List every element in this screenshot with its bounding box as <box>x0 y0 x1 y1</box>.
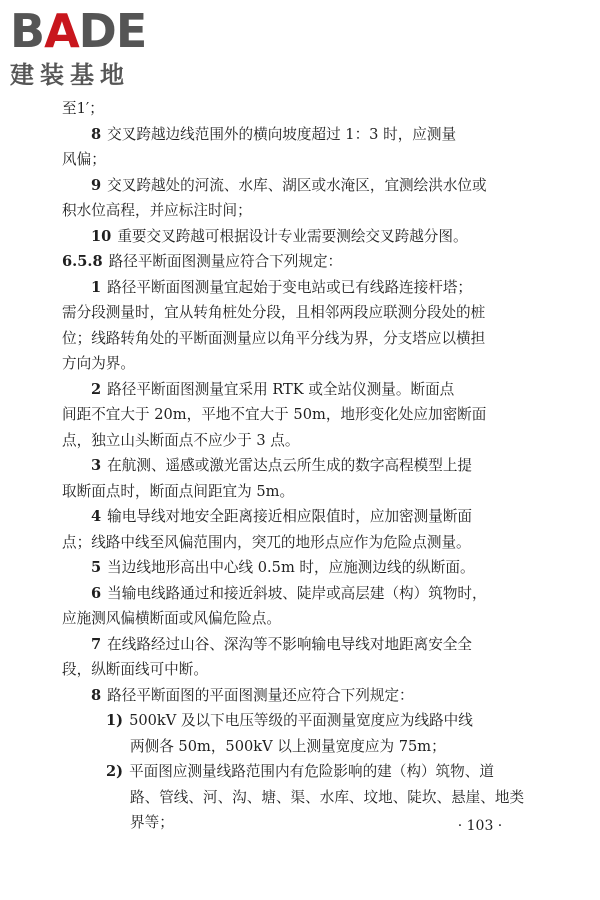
item-number: 8 <box>91 125 102 143</box>
item-number: 5 <box>91 559 102 576</box>
item-number: 6 <box>91 584 102 602</box>
logo-letters-end: DE <box>78 4 147 58</box>
logo-wordmark <box>10 4 180 58</box>
text-line <box>62 504 538 530</box>
line-text: 输电导线对地安全距离接近相应限值时，应加密测量断面 <box>107 508 473 525</box>
line-text: 路、管线、河、沟、塘、渠、水库、坟地、陡坎、悬崖、地类 <box>130 788 525 806</box>
text-line <box>62 453 538 479</box>
text-line <box>62 224 538 250</box>
line-text: 当输电线路通过和接近斜坡、陡岸或高层建（构）筑物时， <box>107 584 487 602</box>
text-line <box>62 198 538 224</box>
text-line <box>62 606 538 632</box>
page-number: · 103 · <box>457 818 503 834</box>
site-logo <box>10 4 180 90</box>
line-text: 500kV 及以下电压等级的平面测量宽度应为线路中线 <box>129 712 473 729</box>
item-number: 3 <box>91 457 102 474</box>
document-body <box>62 96 538 836</box>
line-text: 积水位高程，并应标注时间； <box>62 202 252 219</box>
text-line <box>62 657 538 683</box>
text-line <box>62 428 538 454</box>
line-text: 路径平断面图测量宜起始于变电站或已有线路连接杆塔； <box>107 278 473 296</box>
text-line <box>62 581 538 607</box>
text-line <box>62 479 538 505</box>
line-text: 间距不宜大于 20m，平地不宜大于 50m，地形变化处应加密断面 <box>62 406 487 423</box>
line-text: 段，纵断面线可中断。 <box>62 661 208 678</box>
text-line <box>62 632 538 658</box>
logo-subtitle: 建装基地 <box>10 61 130 89</box>
logo-letters-start: B <box>10 4 45 58</box>
text-line <box>62 377 538 403</box>
line-text: 在航测、遥感或激光雷达点云所生成的数字高程模型上提 <box>107 457 473 474</box>
line-text: 位；线路转角处的平断面测量应以角平分线为界，分支塔应以横担 <box>62 329 486 347</box>
section-number: 6.5.8 <box>62 253 103 270</box>
text-line <box>62 708 538 734</box>
item-number: 7 <box>91 635 102 653</box>
text-line <box>62 759 538 785</box>
text-line <box>62 326 538 352</box>
item-number: 1 <box>91 278 102 296</box>
line-text: 两侧各 50m，500kV 以上测量宽度应为 75m； <box>130 737 446 755</box>
line-text: 路径平断面图的平面图测量还应符合下列规定： <box>107 686 414 704</box>
item-number: 4 <box>91 508 102 525</box>
line-text: 当边线地形高出中心线 0.5m 时，应施测边线的纵断面。 <box>107 559 475 576</box>
text-line <box>62 96 538 122</box>
line-text: 应施测风偏横断面或风偏危险点。 <box>62 610 281 627</box>
text-line <box>62 173 538 199</box>
line-text: 重要交叉跨越可根据设计专业需要测绘交叉跨越分图。 <box>117 227 468 245</box>
line-text: 需分段测量时，宜从转角桩处分段，且相邻两段应联测分段处的桩 <box>62 304 486 321</box>
line-text: 取断面点时，断面点间距宜为 5m。 <box>62 482 295 500</box>
logo-letter-accent: A <box>44 4 79 58</box>
text-line <box>62 249 538 275</box>
text-line <box>62 530 538 556</box>
line-text: 交叉跨越处的河流、水库、湖区或水淹区，宜测绘洪水位或 <box>107 176 487 194</box>
text-line <box>62 351 538 377</box>
line-text: 平面图应测量线路范围内有危险影响的建（构）筑物、道 <box>129 763 494 780</box>
line-text: 界等； <box>130 814 174 831</box>
line-text: 风偏； <box>62 151 106 168</box>
line-text: 点，独立山头断面点不应少于 3 点。 <box>62 431 300 449</box>
line-text: 方向为界。 <box>62 355 135 372</box>
line-text: 路径平断面图测量宜采用 RTK 或全站仪测量。断面点 <box>107 380 455 398</box>
text-line <box>62 122 538 148</box>
item-number: 9 <box>91 176 102 194</box>
item-number: 2 <box>91 380 102 398</box>
text-line <box>62 275 538 301</box>
line-text: 在线路经过山谷、深沟等不影响输电导线对地距离安全全 <box>107 635 473 653</box>
item-number: 10 <box>91 227 112 245</box>
line-text: 交叉跨越边线范围外的横向坡度超过 1：3 时，应测量 <box>107 125 457 143</box>
item-number: 2) <box>106 763 124 780</box>
item-number: 1) <box>106 712 124 729</box>
text-line <box>62 734 538 760</box>
text-line <box>62 555 538 581</box>
line-text: 路径平断面图测量应符合下列规定： <box>108 253 343 270</box>
text-line <box>62 147 538 173</box>
text-line <box>62 300 538 326</box>
line-text: 至1′； <box>62 100 104 117</box>
text-line <box>62 683 538 709</box>
line-text: 点；线路中线至风偏范围内，突兀的地形点应作为危险点测量。 <box>62 533 471 551</box>
item-number: 8 <box>91 686 102 704</box>
text-line <box>62 785 538 811</box>
text-line <box>62 402 538 428</box>
